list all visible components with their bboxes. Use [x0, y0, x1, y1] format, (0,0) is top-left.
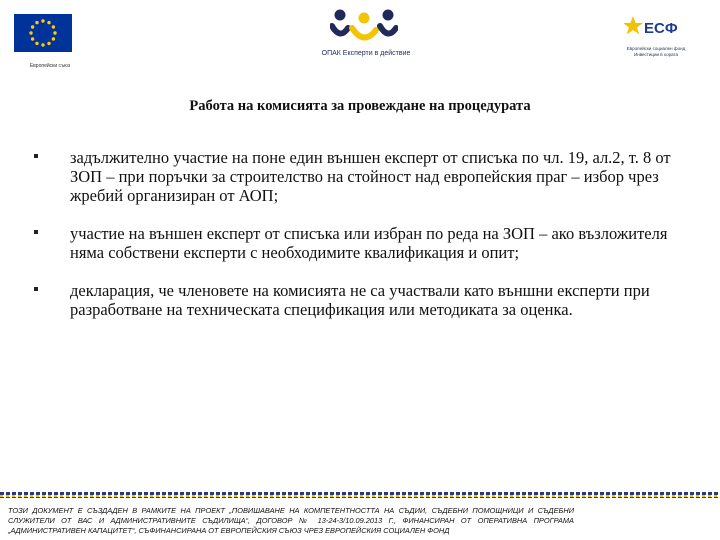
bullet-text: участие на външен експерт от списъка или избран по реда на ЗОП – ако възложителя няма собствени експерти с необходимите квалификация и опит;: [70, 224, 668, 262]
eu-logo: [14, 14, 72, 69]
bullet-text: задължително участие на поне един външен експерт от списъка по чл. 19, ал.2, т. 8 от ЗОП – при поръчки за строителство на стойност над европейския праг – избор чрез жребий организиран от АОП;: [70, 148, 671, 205]
eu-flag-icon: [14, 14, 72, 52]
bullet-item: [28, 281, 698, 319]
esf-logo-text: ЕСФ: [644, 20, 678, 37]
opak-logo-caption: ОПАК Експерти в действие: [321, 50, 411, 57]
footer-divider-accent: [0, 495, 720, 497]
bullet-marker-icon: [34, 154, 38, 158]
footer-disclaimer: ТОЗИ ДОКУМЕНТ Е СЪЗДАДЕН В РАМКИТЕ НА ПРОЕКТ „ПОВИШАВАНЕ НА КОМПЕТЕНТНОСТТА НА СЪДИИ, СЪДЕБНИ ПОМОЩНИЦИ И СЪДЕБНИ СЛУЖИТЕЛИ ОТ ВАС И АДМИНИСТРАТИВНИТЕ СЪДИЛИЩА“, ДОГОВОР № 13-24-3/10.09.2013 Г., ФИНАНСИРАН ОТ ОПЕРАТИВНА ПРОГРАМА „АДМИНИСТРАТИВЕН КАПАЦИТЕТ“, СЪФИНАНСИРАНА ОТ ЕВРОПЕЙСКИЯ СЪЮЗ ЧРЕЗ ЕВРОПЕЙСКИЯ СОЦИАЛЕН ФОНД: [8, 506, 574, 535]
bullet-marker-icon: [34, 230, 38, 234]
bullet-list: [28, 148, 698, 338]
esf-logo-caption: Европейски социален фонд Инвестиции в хората: [626, 46, 686, 57]
opak-logo: [318, 6, 414, 64]
eu-logo-caption: Европейски съюз: [29, 63, 71, 69]
bullet-item: [28, 148, 698, 205]
bullet-marker-icon: [34, 287, 38, 291]
opak-people-icon: [330, 6, 398, 46]
esf-star-icon: [624, 14, 678, 40]
bullet-text: декларация, че членовете на комисията не са участвали като външни експерти при разработване на техническата спецификация или методиката за оценка.: [70, 281, 650, 319]
slide-title: Работа на комисията за провеждане на процедурата: [189, 98, 531, 114]
esf-logo: [624, 14, 688, 66]
bullet-item: [28, 224, 698, 262]
